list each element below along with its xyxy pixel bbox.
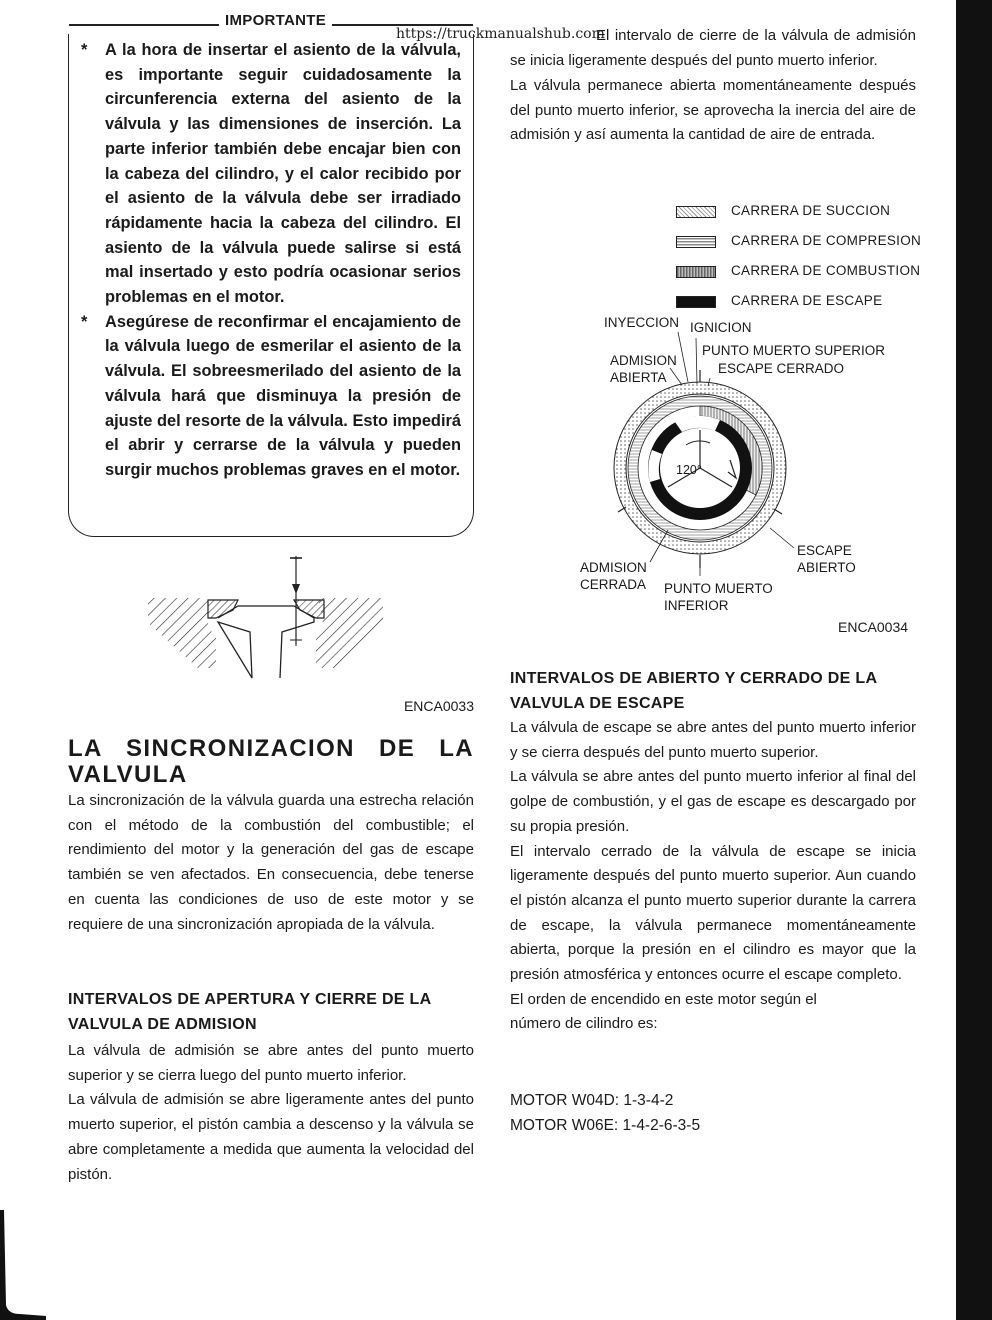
exhaust-paragraph: La válvula se abre antes del punto muerto inferior al final del golpe de combustión, y el gas de escape es descargado por su propia presión. <box>510 768 916 835</box>
legend-swatch <box>676 206 716 218</box>
admission-p3-tail: El intervalo de cierre de la válvula de admisión se inicia ligeramente después del punto muerto inferior. <box>510 27 916 69</box>
figure-caption: ENCA0034 <box>838 619 909 635</box>
label-line: ABIERTO <box>797 560 856 575</box>
admission-paragraph: La válvula permanece abierta momentáneamente después del punto muerto inferior, se aprovecha la inercia del aire de admisión y así aumenta la cantidad de aire de entrada. <box>510 77 916 144</box>
label-line: PUNTO MUERTO <box>664 581 773 596</box>
label-line: ADMISION <box>610 353 677 368</box>
important-item-text: Asegúrese de reconfirmar el encajamiento de la válvula luego de esmerilar el asiento de la válvula. El sobreesmerilado del asiento de la válvula hará que disminuya la presión de ajuste del resorte de la válvula. Esto impedirá el abrir y cerrarse de la válvula y pueden surgir muchos problemas graves en el motor. <box>105 312 461 479</box>
legend-label: CARRERA DE ESCAPE <box>731 293 883 308</box>
admission-paragraph: La válvula de admisión se abre ligeramente antes del punto muerto superior, el pistón cambia a descenso y la válvula se abre completamente a medida que aumenta la velocidad del pistón. <box>68 1091 474 1183</box>
important-title: IMPORTANTE <box>219 12 332 29</box>
admission-paragraph: La válvula de admisión se abre antes del punto muerto superior y se cierra luego del punto muerto inferior. <box>68 1042 474 1084</box>
important-box <box>68 12 474 537</box>
label-line: ABIERTA <box>610 370 667 385</box>
scan-edge-shadow <box>956 0 992 1320</box>
valve-seat-drawing <box>68 548 474 698</box>
important-item-text: A la hora de insertar el asiento de la válvula, es importante seguir cuidadosamente la circunferencia externa del asiento de la válvula y las dimensiones de inserción. La parte inferior también debe encajar bien con la cabeza del cilindro, y el calor recibido por el asiento de la válvula debe ser irradiado rápidamente hacia la cabeza del cilindro. El asiento de la válvula puede salirse si está mal insertado y esto podría ocasionar serios problemas en el motor. <box>105 41 461 307</box>
valve-seat-figure <box>68 548 474 718</box>
legend-swatch <box>676 236 716 248</box>
label-angle: 120° <box>676 463 702 477</box>
exhaust-paragraph: número de cilindro es: <box>510 1015 658 1033</box>
scan-edge-mark <box>0 1210 46 1320</box>
firing-order-item: MOTOR W06E: 1-4-2-6-3-5 <box>510 1116 701 1134</box>
important-item <box>81 310 461 483</box>
box-top-rule-left <box>69 24 105 26</box>
legend-item <box>676 260 936 290</box>
exhaust-paragraph: El intervalo cerrado de la válvula de escape se inicia ligeramente después del punto muerto superior. Aun cuando el pistón alcanza el punto muerto superior durante la carrera de escape, la válvula permanece momentáneamente abierta, porque la presión en el cilindro es mayor que la presión atmosférica y entonces ocurre el escape completo. <box>510 842 916 984</box>
valve-timing-diagram <box>560 300 940 630</box>
label-pms: PUNTO MUERTO SUPERIOR <box>702 343 886 358</box>
admission-p4-block <box>510 74 916 148</box>
section-intro-block <box>68 789 474 937</box>
label-pmi <box>664 580 773 614</box>
exhaust-title: INTERVALOS DE ABIERTO Y CERRADO DE LA VALVULA DE ESCAPE <box>510 670 877 712</box>
legend-item <box>676 230 936 260</box>
label-line: CERRADA <box>580 577 647 592</box>
label-line: ADMISION <box>580 560 647 575</box>
asterisk-icon: * <box>81 41 88 59</box>
label-line: INFERIOR <box>664 598 729 613</box>
legend-swatch <box>676 266 716 278</box>
firing-order-list <box>510 1089 700 1138</box>
legend-label: CARRERA DE SUCCION <box>731 203 891 218</box>
label-line: ESCAPE <box>797 543 852 558</box>
exhaust-block <box>510 666 916 1037</box>
important-list <box>81 38 461 483</box>
exhaust-paragraph: La válvula de escape se abre antes del punto muerto inferior y se cierra después del punto muerto superior. <box>510 719 916 761</box>
admission-title: INTERVALOS DE APERTURA Y CIERRE DE LA VALVULA DE ADMISION <box>68 991 431 1033</box>
exhaust-paragraph: El orden de encendido en este motor según el <box>510 990 817 1008</box>
legend-item <box>676 200 936 230</box>
label-escape-abierto <box>797 542 856 576</box>
label-escape-cerrado: ESCAPE CERRADO <box>718 361 845 376</box>
label-inyeccion: INYECCION <box>604 315 680 330</box>
firing-order-item: MOTOR W04D: 1-3-4-2 <box>510 1092 674 1109</box>
label-admision-cerrada <box>580 559 647 593</box>
admission-continued-visible <box>510 24 916 73</box>
admission-paragraph <box>510 24 916 73</box>
important-item <box>81 38 461 310</box>
figure-caption: ENCA0033 <box>403 698 474 714</box>
admission-block <box>68 987 474 1187</box>
section-intro: La sincronización de la válvula guarda una estrecha relación con el método de la combustión del combustible; el rendimiento del motor y la generación del gas de escape también se ven afectados. En consecuencia, debe tenerse en cuenta las condiciones de uso de este motor y se requiere de una sincronización apropiada de la válvula. <box>68 792 474 933</box>
label-admision-abierta <box>610 352 677 386</box>
asterisk-icon: * <box>81 312 88 331</box>
important-section <box>68 12 474 537</box>
section-title: LA SINCRONIZACION DE LA VALVULA <box>68 735 474 788</box>
label-ignicion: IGNICION <box>690 320 752 335</box>
legend-label: CARRERA DE COMBUSTION <box>731 263 921 278</box>
watermark-url[interactable]: https://truckmanualshub.com <box>396 26 605 42</box>
legend-label: CARRERA DE COMPRESION <box>731 233 922 248</box>
